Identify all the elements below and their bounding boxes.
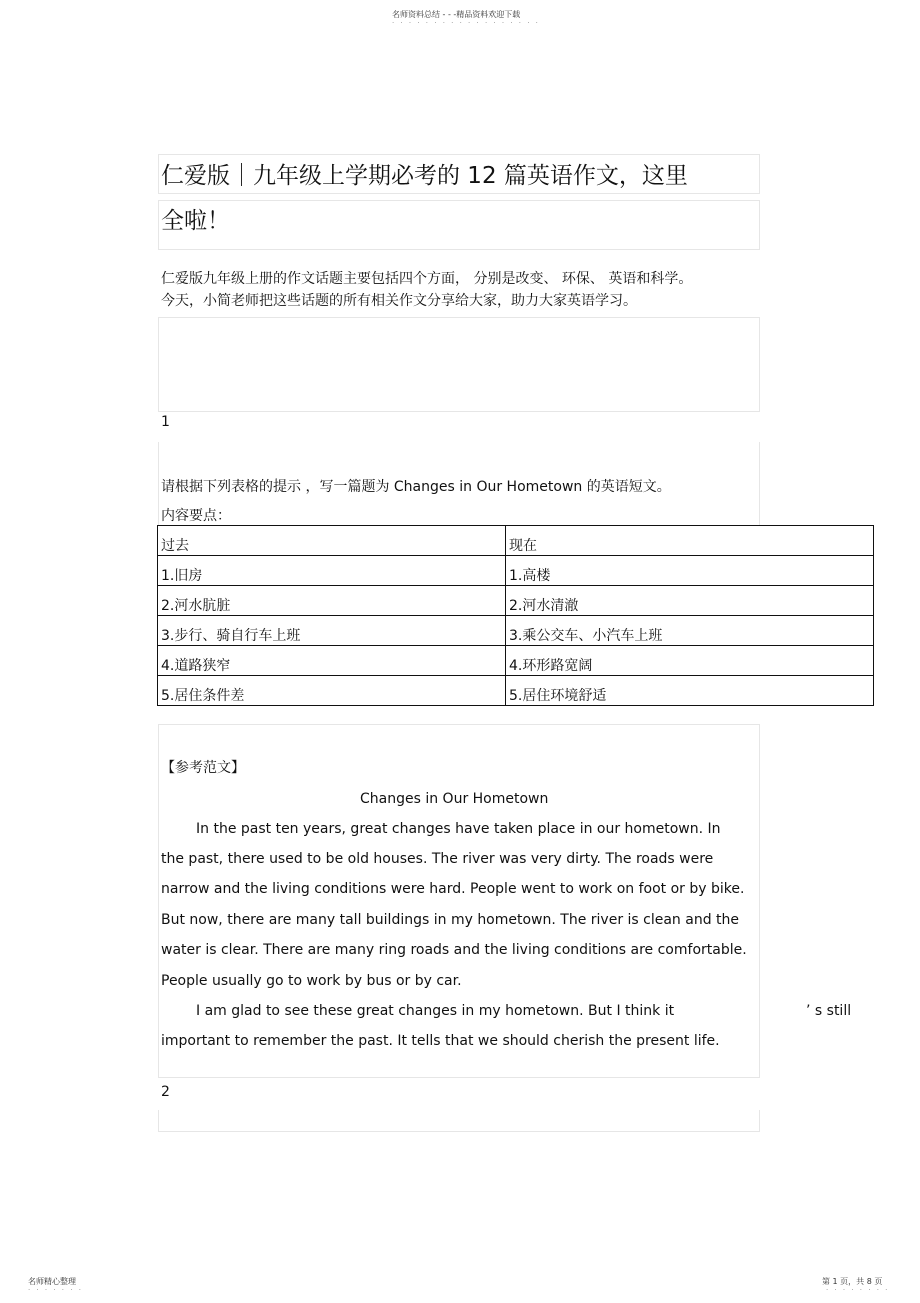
header-now: 现在 — [506, 526, 874, 556]
cell-now: 2.河水清澈 — [506, 586, 874, 616]
table-row — [158, 646, 874, 676]
cell-past: 5.居住条件差 — [158, 676, 506, 706]
page-header-text: 名师资料总结 - - -精品资料欢迎下载 — [392, 10, 521, 19]
cell-now: 4.环形路宽阔 — [506, 646, 874, 676]
points-table — [157, 525, 874, 706]
points-label: 内容要点： — [161, 508, 231, 524]
intro-line-2: 今天，小简老师把这些话题的所有相关作文分享给大家，助力大家英语学习。 — [161, 293, 637, 309]
next-box — [158, 1110, 760, 1132]
table-row — [158, 616, 874, 646]
essay-line-fragment: ’ s still — [806, 1003, 852, 1019]
table-row — [158, 556, 874, 586]
page-number: 第 1 页，共 8 页 — [822, 1277, 883, 1286]
cell-past: 3.步行、骑自行车上班 — [158, 616, 506, 646]
essay-line: water is clear. There are many ring roads and the living conditions are comfortable. — [161, 942, 747, 958]
cell-past: 4.道路狭窄 — [158, 646, 506, 676]
header-past: 过去 — [158, 526, 506, 556]
footer-right-dots: · · · · · · · · — [826, 1286, 890, 1294]
cell-past: 2.河水肮脏 — [158, 586, 506, 616]
essay-line: I am glad to see these great changes in my hometown. But I think it — [196, 1003, 675, 1019]
table-row — [158, 676, 874, 706]
cell-now: 1.高楼 — [506, 556, 874, 586]
writing-prompt: 请根据下列表格的提示 ，写一篇题为 Changes in Our Hometown 的英语短文。 — [161, 479, 671, 495]
cell-now: 5.居住环境舒适 — [506, 676, 874, 706]
cell-now: 3.乘公交车、小汽车上班 — [506, 616, 874, 646]
title-box-2 — [158, 200, 760, 250]
essay-box — [158, 724, 760, 1078]
essay-line: People usually go to work by bus or by car. — [161, 973, 462, 989]
page-title-line-1: 仁爱版｜九年级上学期必考的 12 篇英语作文，这里 — [161, 163, 688, 189]
table-row — [158, 586, 874, 616]
sample-label: 【参考范文】 — [161, 760, 245, 776]
table-header-row — [158, 526, 874, 556]
essay-line: narrow and the living conditions were hard. People went to work on foot or by bike. — [161, 881, 745, 897]
essay-title: Changes in Our Hometown — [360, 791, 549, 807]
essay-line: But now, there are many tall buildings in my hometown. The river is clean and the — [161, 912, 740, 928]
footer-left-dots: · · · · · · · — [28, 1286, 83, 1294]
essay-line: important to remember the past. It tells that we should cherish the present life. — [161, 1033, 720, 1049]
essay-line: the past, there used to be old houses. The river was very dirty. The roads were — [161, 851, 714, 867]
section-number-2: 2 — [161, 1084, 170, 1100]
essay-line: In the past ten years, great changes have taken place in our hometown. In — [196, 821, 721, 837]
header-dots: · · · · · · · · · · · · · · · · · · — [392, 19, 540, 27]
footer-left-text: 名师精心整理 — [28, 1277, 76, 1286]
section-number-1: 1 — [161, 414, 170, 430]
blank-box — [158, 317, 760, 412]
intro-line-1: 仁爱版九年级上册的作文话题主要包括四个方面， 分别是改变、 环保、 英语和科学。 — [161, 271, 693, 287]
cell-past: 1.旧房 — [158, 556, 506, 586]
page-title-line-2: 全啦！ — [161, 208, 230, 234]
